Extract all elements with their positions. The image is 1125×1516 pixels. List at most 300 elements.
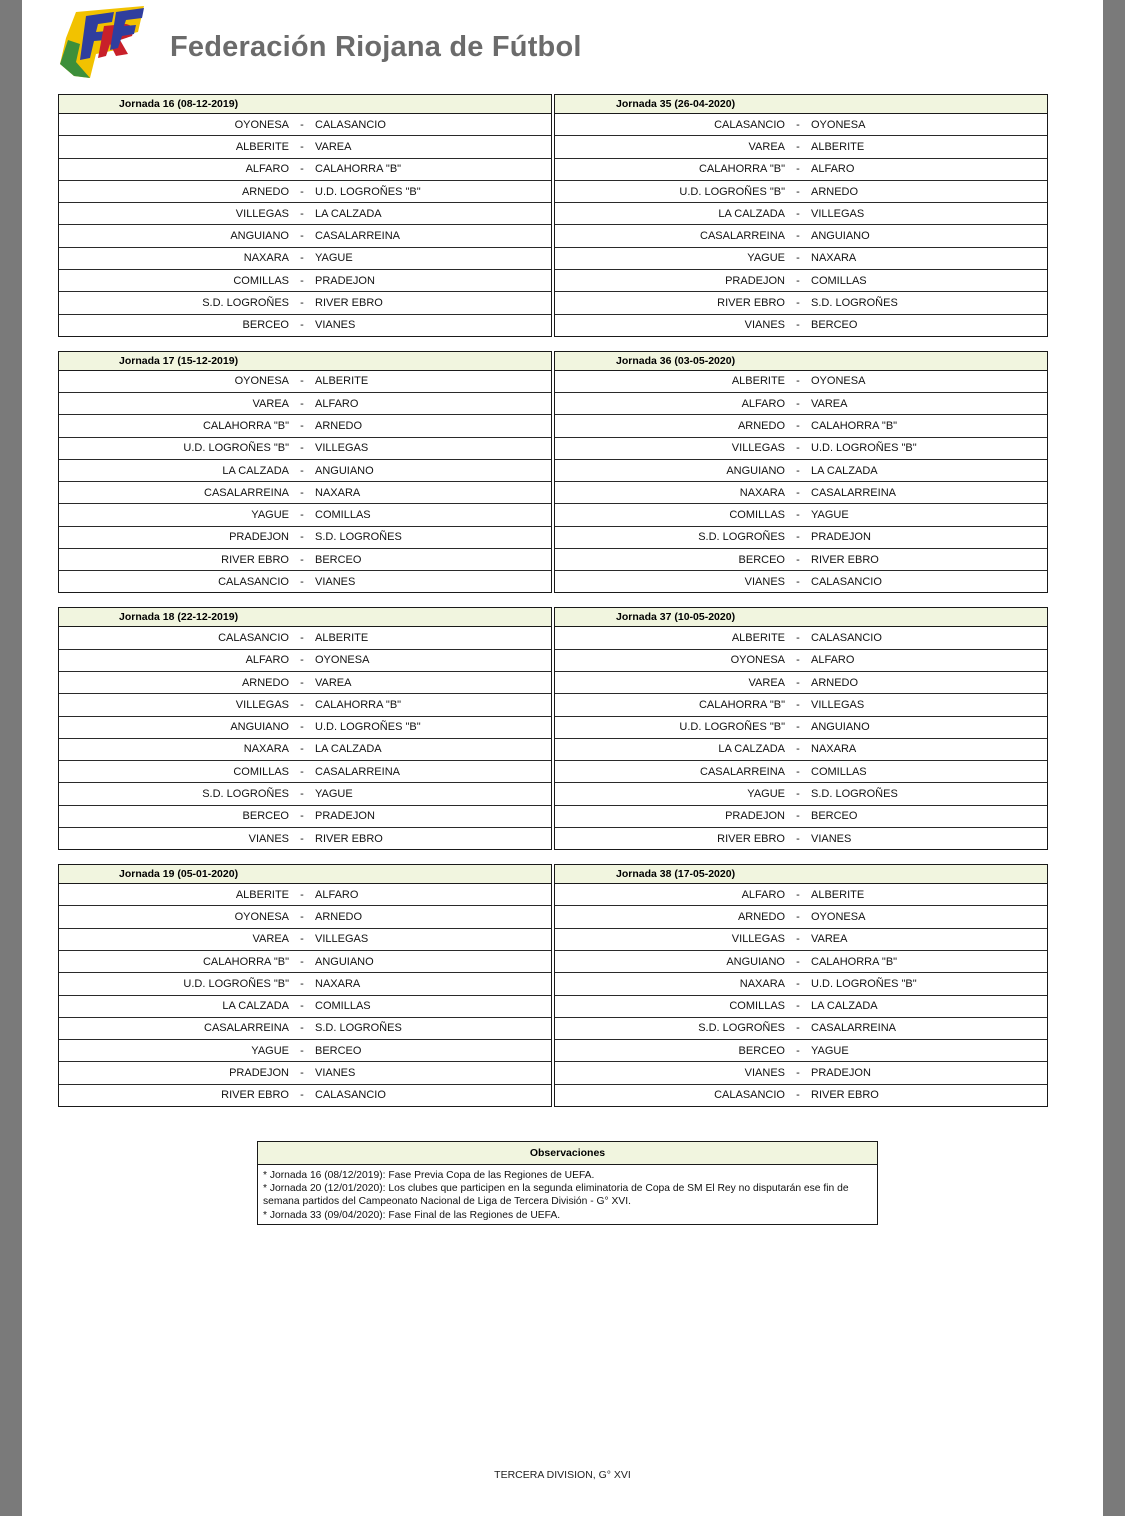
away-team: COMILLAS	[315, 509, 371, 522]
home-team: ANGUIANO	[726, 955, 785, 968]
match-row	[59, 248, 551, 270]
match-row	[59, 571, 551, 592]
home-team: YAGUE	[747, 252, 785, 265]
match-row	[59, 627, 551, 649]
away-team: ANGUIANO	[811, 721, 870, 734]
match-row	[59, 181, 551, 203]
jornada-title: Jornada 19 (05-01-2020)	[59, 865, 551, 884]
away-team: RIVER EBRO	[811, 1089, 879, 1102]
match-separator: -	[300, 274, 304, 287]
away-team: ALFARO	[811, 163, 855, 176]
match-separator: -	[300, 676, 304, 689]
away-team: VIANES	[315, 319, 356, 332]
match-separator: -	[300, 397, 304, 410]
match-separator: -	[300, 575, 304, 588]
match-row	[59, 996, 551, 1018]
away-team: S.D. LOGROÑES	[315, 1022, 402, 1035]
home-team: OYONESA	[730, 654, 785, 667]
away-team: VILLEGAS	[315, 442, 369, 455]
match-row	[59, 114, 551, 136]
match-separator: -	[796, 163, 800, 176]
away-team: CASALARREINA	[315, 765, 400, 778]
away-team: ARNEDO	[315, 419, 363, 432]
away-team: LA CALZADA	[315, 743, 382, 756]
match-row	[59, 203, 551, 225]
away-team: CASALARREINA	[811, 486, 896, 499]
away-team: ANGUIANO	[315, 464, 374, 477]
home-team: ARNEDO	[737, 419, 785, 432]
home-team: COMILLAS	[729, 509, 785, 522]
home-team: U.D. LOGROÑES "B"	[679, 721, 785, 734]
away-team: CALAHORRA "B"	[315, 698, 402, 711]
round-row	[58, 351, 1050, 594]
home-team: NAXARA	[243, 252, 289, 265]
match-row	[555, 549, 1047, 571]
match-row	[59, 1085, 551, 1106]
home-team: NAXARA	[739, 486, 785, 499]
match-separator: -	[796, 810, 800, 823]
match-row	[59, 806, 551, 828]
away-team: OYONESA	[811, 118, 866, 131]
match-separator: -	[300, 553, 304, 566]
match-separator: -	[300, 252, 304, 265]
away-team: PRADEJON	[811, 531, 871, 544]
match-separator: -	[300, 319, 304, 332]
match-row	[555, 761, 1047, 783]
home-team: YAGUE	[251, 509, 289, 522]
match-row	[555, 159, 1047, 181]
home-team: PRADEJON	[229, 1067, 289, 1080]
home-team: BERCEO	[738, 553, 785, 566]
away-team: VIANES	[811, 832, 852, 845]
home-team: ANGUIANO	[230, 721, 289, 734]
match-row	[555, 929, 1047, 951]
match-row	[555, 270, 1047, 292]
home-team: VIANES	[744, 1067, 785, 1080]
away-team: PRADEJON	[315, 810, 375, 823]
home-team: LA CALZADA	[718, 743, 785, 756]
round-row	[58, 94, 1050, 337]
match-row	[555, 181, 1047, 203]
header	[56, 4, 756, 84]
match-separator: -	[796, 955, 800, 968]
match-separator: -	[796, 888, 800, 901]
match-separator: -	[796, 977, 800, 990]
match-row	[555, 806, 1047, 828]
away-team: YAGUE	[811, 509, 849, 522]
match-row	[59, 415, 551, 437]
home-team: BERCEO	[242, 810, 289, 823]
away-team: U.D. LOGROÑES "B"	[315, 185, 421, 198]
match-separator: -	[796, 185, 800, 198]
match-row	[59, 159, 551, 181]
home-team: CALASANCIO	[218, 575, 289, 588]
match-row	[555, 884, 1047, 906]
match-separator: -	[796, 509, 800, 522]
away-team: ALBERITE	[811, 888, 865, 901]
home-team: ALFARO	[741, 888, 785, 901]
away-team: ALFARO	[315, 397, 359, 410]
home-team: PRADEJON	[229, 531, 289, 544]
home-team: CALAHORRA "B"	[202, 419, 289, 432]
home-team: COMILLAS	[233, 274, 289, 287]
match-separator: -	[796, 207, 800, 220]
match-row	[555, 672, 1047, 694]
match-separator: -	[300, 788, 304, 801]
away-team: ANGUIANO	[315, 955, 374, 968]
match-row	[59, 1062, 551, 1084]
home-team: ALFARO	[245, 654, 289, 667]
match-row	[59, 828, 551, 849]
match-row	[555, 1018, 1047, 1040]
fixtures-container	[58, 94, 1050, 1121]
match-row	[59, 549, 551, 571]
match-separator: -	[300, 1000, 304, 1013]
home-team: ANGUIANO	[230, 230, 289, 243]
away-team: CALASANCIO	[315, 1089, 386, 1102]
away-team: YAGUE	[315, 252, 353, 265]
page-title: Federación Riojana de Fútbol	[170, 31, 582, 63]
match-separator: -	[796, 397, 800, 410]
match-row	[555, 996, 1047, 1018]
home-team: OYONESA	[234, 910, 289, 923]
match-separator: -	[796, 319, 800, 332]
match-separator: -	[300, 1067, 304, 1080]
away-team: ALFARO	[811, 654, 855, 667]
home-team: U.D. LOGROÑES "B"	[183, 977, 289, 990]
match-separator: -	[796, 788, 800, 801]
match-row	[555, 951, 1047, 973]
match-row	[555, 739, 1047, 761]
home-team: PRADEJON	[725, 810, 785, 823]
match-separator: -	[796, 575, 800, 588]
home-team: VILLEGAS	[731, 442, 785, 455]
match-row	[555, 438, 1047, 460]
away-team: VIANES	[315, 1067, 356, 1080]
match-separator: -	[300, 698, 304, 711]
away-team: LA CALZADA	[811, 464, 878, 477]
away-team: ALBERITE	[811, 140, 865, 153]
observations-title: Observaciones	[258, 1142, 877, 1165]
away-team: VAREA	[315, 140, 352, 153]
match-row	[59, 929, 551, 951]
away-team: ARNEDO	[811, 676, 859, 689]
home-team: VAREA	[252, 933, 289, 946]
match-separator: -	[796, 252, 800, 265]
match-row	[59, 371, 551, 393]
away-team: LA CALZADA	[315, 207, 382, 220]
match-row	[555, 717, 1047, 739]
away-team: VAREA	[811, 397, 848, 410]
match-row	[555, 1062, 1047, 1084]
away-team: BERCEO	[315, 553, 362, 566]
match-row	[555, 627, 1047, 649]
home-team: VIANES	[248, 832, 289, 845]
away-team: CASALARREINA	[811, 1022, 896, 1035]
home-team: CALAHORRA "B"	[698, 698, 785, 711]
home-team: ALBERITE	[235, 888, 289, 901]
away-team: COMILLAS	[811, 274, 867, 287]
observation-line: * Jornada 16 (08/12/2019): Fase Previa Copa de las Regiones de UEFA.	[263, 1170, 595, 1181]
away-team: U.D. LOGROÑES "B"	[811, 442, 917, 455]
match-separator: -	[796, 230, 800, 243]
match-separator: -	[300, 509, 304, 522]
match-row	[59, 460, 551, 482]
match-separator: -	[796, 419, 800, 432]
match-separator: -	[300, 185, 304, 198]
home-team: CALASANCIO	[218, 631, 289, 644]
away-team: RIVER EBRO	[315, 297, 383, 310]
match-separator: -	[300, 721, 304, 734]
match-row	[59, 504, 551, 526]
home-team: CALASANCIO	[714, 1089, 785, 1102]
match-row	[555, 248, 1047, 270]
jornada-title: Jornada 36 (03-05-2020)	[555, 352, 1047, 371]
home-team: BERCEO	[738, 1044, 785, 1057]
home-team: YAGUE	[747, 788, 785, 801]
observations-box	[257, 1141, 878, 1225]
match-row	[59, 951, 551, 973]
match-separator: -	[796, 1067, 800, 1080]
away-team: ALBERITE	[315, 375, 369, 388]
match-row	[555, 393, 1047, 415]
away-team: BERCEO	[315, 1044, 362, 1057]
away-team: U.D. LOGROÑES "B"	[811, 977, 917, 990]
match-separator: -	[796, 442, 800, 455]
jornada-title: Jornada 35 (26-04-2020)	[555, 95, 1047, 114]
match-row	[555, 371, 1047, 393]
away-team: PRADEJON	[315, 274, 375, 287]
away-team: RIVER EBRO	[811, 553, 879, 566]
home-team: NAXARA	[243, 743, 289, 756]
match-separator: -	[300, 888, 304, 901]
match-separator: -	[796, 464, 800, 477]
away-team: CALAHORRA "B"	[811, 419, 898, 432]
match-row	[59, 783, 551, 805]
home-team: CASALARREINA	[700, 765, 785, 778]
home-team: ARNEDO	[737, 910, 785, 923]
away-team: ALBERITE	[315, 631, 369, 644]
match-row	[555, 415, 1047, 437]
match-row	[59, 1040, 551, 1062]
match-row	[59, 884, 551, 906]
jornada-title: Jornada 18 (22-12-2019)	[59, 608, 551, 627]
home-team: OYONESA	[234, 375, 289, 388]
match-row	[555, 315, 1047, 336]
home-team: LA CALZADA	[222, 1000, 289, 1013]
away-team: COMILLAS	[811, 765, 867, 778]
home-team: OYONESA	[234, 118, 289, 131]
match-separator: -	[300, 1022, 304, 1035]
match-separator: -	[300, 140, 304, 153]
match-separator: -	[300, 419, 304, 432]
match-separator: -	[300, 631, 304, 644]
home-team: ALFARO	[245, 163, 289, 176]
away-team: ALFARO	[315, 888, 359, 901]
away-team: CALASANCIO	[811, 575, 882, 588]
home-team: CASALARREINA	[700, 230, 785, 243]
home-team: CASALARREINA	[204, 1022, 289, 1035]
home-team: NAXARA	[739, 977, 785, 990]
match-row	[59, 906, 551, 928]
home-team: VAREA	[252, 397, 289, 410]
home-team: ALBERITE	[235, 140, 289, 153]
match-separator: -	[796, 118, 800, 131]
match-separator: -	[300, 765, 304, 778]
jornada-table	[58, 351, 552, 594]
away-team: OYONESA	[811, 375, 866, 388]
match-row	[555, 828, 1047, 849]
home-team: LA CALZADA	[222, 464, 289, 477]
match-separator: -	[796, 375, 800, 388]
home-team: CALAHORRA "B"	[698, 163, 785, 176]
match-separator: -	[300, 832, 304, 845]
match-row	[555, 136, 1047, 158]
home-team: ALFARO	[741, 397, 785, 410]
jornada-title: Jornada 17 (15-12-2019)	[59, 352, 551, 371]
away-team: YAGUE	[811, 1044, 849, 1057]
match-row	[555, 504, 1047, 526]
away-team: RIVER EBRO	[315, 832, 383, 845]
home-team: CALASANCIO	[714, 118, 785, 131]
observation-line: * Jornada 20 (12/01/2020): Los clubes que participen en la segunda eliminatoria de Copa de SM El Rey no disputarán ese fin de semana partidos del Campeonato Nacional de Liga de Tercera División - G° XVI.	[263, 1183, 849, 1208]
match-row	[59, 315, 551, 336]
match-row	[59, 1018, 551, 1040]
match-row	[555, 973, 1047, 995]
home-team: S.D. LOGROÑES	[698, 531, 785, 544]
jornada-table	[58, 864, 552, 1107]
match-separator: -	[796, 910, 800, 923]
match-row	[555, 650, 1047, 672]
match-row	[59, 292, 551, 314]
match-separator: -	[796, 1000, 800, 1013]
away-team: VAREA	[315, 676, 352, 689]
away-team: BERCEO	[811, 810, 858, 823]
home-team: BERCEO	[242, 319, 289, 332]
match-row	[555, 114, 1047, 136]
home-team: VIANES	[744, 575, 785, 588]
match-separator: -	[796, 274, 800, 287]
away-team: CALASANCIO	[811, 631, 882, 644]
match-row	[59, 973, 551, 995]
match-row	[555, 527, 1047, 549]
away-team: LA CALZADA	[811, 1000, 878, 1013]
match-separator: -	[796, 765, 800, 778]
away-team: ARNEDO	[315, 910, 363, 923]
round-row	[58, 864, 1050, 1107]
away-team: CALAHORRA "B"	[315, 163, 402, 176]
home-team: VILLEGAS	[235, 698, 289, 711]
match-separator: -	[300, 464, 304, 477]
away-team: U.D. LOGROÑES "B"	[315, 721, 421, 734]
match-row	[555, 571, 1047, 592]
match-row	[59, 717, 551, 739]
match-row	[59, 482, 551, 504]
match-separator: -	[300, 442, 304, 455]
away-team: YAGUE	[315, 788, 353, 801]
away-team: CALAHORRA "B"	[811, 955, 898, 968]
document-page	[22, 0, 1103, 1516]
match-separator: -	[796, 631, 800, 644]
match-row	[59, 270, 551, 292]
away-team: VILLEGAS	[811, 207, 865, 220]
round-row	[58, 607, 1050, 850]
home-team: ANGUIANO	[726, 464, 785, 477]
home-team: U.D. LOGROÑES "B"	[183, 442, 289, 455]
away-team: CALASANCIO	[315, 118, 386, 131]
match-separator: -	[300, 810, 304, 823]
match-separator: -	[300, 654, 304, 667]
match-separator: -	[300, 118, 304, 131]
jornada-table	[58, 94, 552, 337]
match-row	[555, 460, 1047, 482]
match-separator: -	[300, 531, 304, 544]
jornada-title: Jornada 37 (10-05-2020)	[555, 608, 1047, 627]
away-team: OYONESA	[315, 654, 370, 667]
home-team: PRADEJON	[725, 274, 785, 287]
match-separator: -	[796, 721, 800, 734]
match-row	[59, 393, 551, 415]
home-team: VILLEGAS	[235, 207, 289, 220]
match-separator: -	[300, 1089, 304, 1102]
home-team: COMILLAS	[233, 765, 289, 778]
home-team: RIVER EBRO	[221, 553, 289, 566]
match-separator: -	[796, 553, 800, 566]
away-team: PRADEJON	[811, 1067, 871, 1080]
away-team: S.D. LOGROÑES	[811, 297, 898, 310]
match-row	[555, 292, 1047, 314]
match-row	[59, 672, 551, 694]
away-team: VIANES	[315, 575, 356, 588]
observation-line: * Jornada 33 (09/04/2020): Fase Final de las Regiones de UEFA.	[263, 1209, 561, 1221]
home-team: RIVER EBRO	[717, 297, 785, 310]
home-team: VILLEGAS	[731, 933, 785, 946]
match-separator: -	[300, 910, 304, 923]
match-separator: -	[300, 375, 304, 388]
match-separator: -	[796, 743, 800, 756]
match-separator: -	[300, 297, 304, 310]
away-team: COMILLAS	[315, 1000, 371, 1013]
match-row	[555, 225, 1047, 247]
match-separator: -	[796, 1044, 800, 1057]
home-team: ALBERITE	[731, 631, 785, 644]
jornada-title: Jornada 38 (17-05-2020)	[555, 865, 1047, 884]
away-team: ANGUIANO	[811, 230, 870, 243]
home-team: YAGUE	[251, 1044, 289, 1057]
match-separator: -	[300, 977, 304, 990]
home-team: VAREA	[748, 140, 785, 153]
away-team: NAXARA	[315, 486, 361, 499]
away-team: NAXARA	[811, 743, 857, 756]
match-row	[555, 1040, 1047, 1062]
match-separator: -	[796, 654, 800, 667]
match-separator: -	[796, 140, 800, 153]
home-team: VIANES	[744, 319, 785, 332]
jornada-table	[554, 864, 1048, 1107]
match-separator: -	[300, 933, 304, 946]
away-team: CASALARREINA	[315, 230, 400, 243]
home-team: LA CALZADA	[718, 207, 785, 220]
observations-body	[258, 1165, 877, 1224]
match-row	[59, 438, 551, 460]
home-team: VAREA	[748, 676, 785, 689]
match-separator: -	[300, 1044, 304, 1057]
match-separator: -	[300, 955, 304, 968]
home-team: S.D. LOGROÑES	[202, 788, 289, 801]
home-team: CALAHORRA "B"	[202, 955, 289, 968]
match-row	[59, 527, 551, 549]
home-team: ARNEDO	[241, 676, 289, 689]
